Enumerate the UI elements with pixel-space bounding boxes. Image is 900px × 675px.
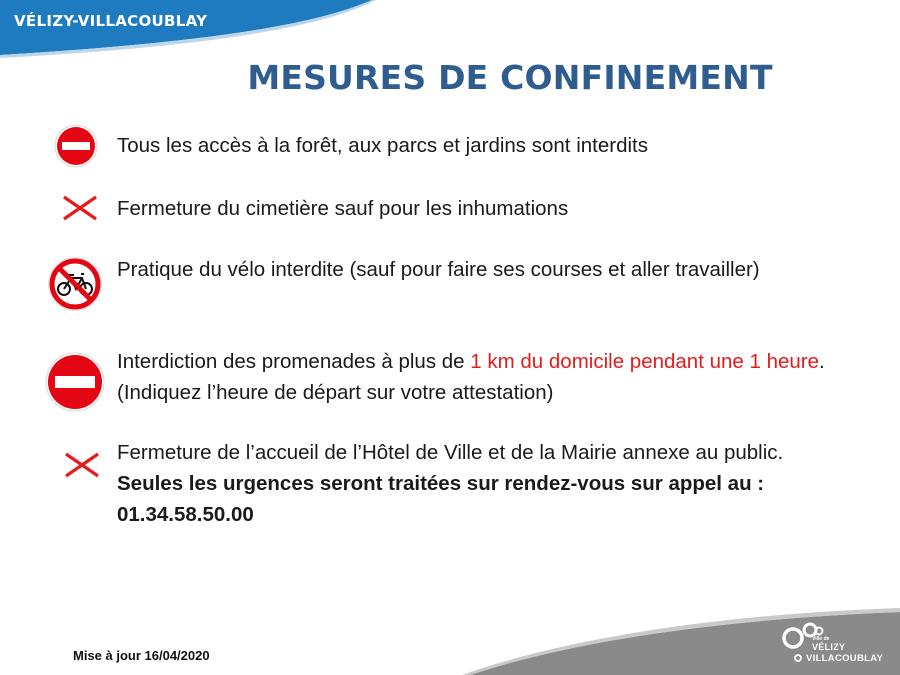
rule-text: Fermeture du cimetière sauf pour les inhumations bbox=[117, 197, 569, 220]
rule-cemetery bbox=[117, 193, 886, 224]
no-entry-icon bbox=[54, 124, 98, 168]
no-bicycle-icon bbox=[47, 256, 103, 312]
rule-walks-1km bbox=[117, 346, 886, 408]
rule-text-bold: Seules les urgences seront traitées sur rendez-vous sur appel au : bbox=[117, 472, 765, 495]
logo-text-villacoublay: VILLACOUBLAY bbox=[806, 653, 884, 664]
rule-bicycle bbox=[117, 254, 886, 285]
no-entry-icon bbox=[45, 352, 105, 412]
red-cross-icon bbox=[64, 452, 100, 478]
header-band bbox=[0, 0, 900, 60]
rule-text: Pratique du vélo interdite (sauf pour faire ses courses et aller travailler) bbox=[117, 258, 760, 281]
rule-text-after: . (Indiquez l’heure de départ sur votre attestation) bbox=[117, 350, 825, 404]
rule-forest-parks bbox=[117, 130, 886, 161]
logo-small-text: Ville de bbox=[812, 636, 830, 642]
logo-text-velizy: VÉLIZY bbox=[812, 642, 846, 652]
rule-town-hall bbox=[117, 437, 886, 530]
city-name-header: VÉLIZY-VILLACOUBLAY bbox=[14, 12, 208, 30]
rule-text: Fermeture de l’accueil de l’Hôtel de Ville et de la Mairie annexe au public. bbox=[117, 441, 784, 464]
phone-number: 01.34.58.50.00 bbox=[117, 503, 254, 526]
rule-highlight: 1 km du domicile pendant une 1 heure bbox=[470, 350, 820, 373]
rule-text: Tous les accès à la forêt, aux parcs et jardins sont interdits bbox=[117, 134, 648, 157]
page-title: MESURES DE CONFINEMENT bbox=[247, 58, 773, 97]
rule-text: Interdiction des promenades à plus de bbox=[117, 350, 471, 373]
red-cross-icon bbox=[62, 195, 98, 221]
update-date: Mise à jour 16/04/2020 bbox=[73, 648, 210, 663]
